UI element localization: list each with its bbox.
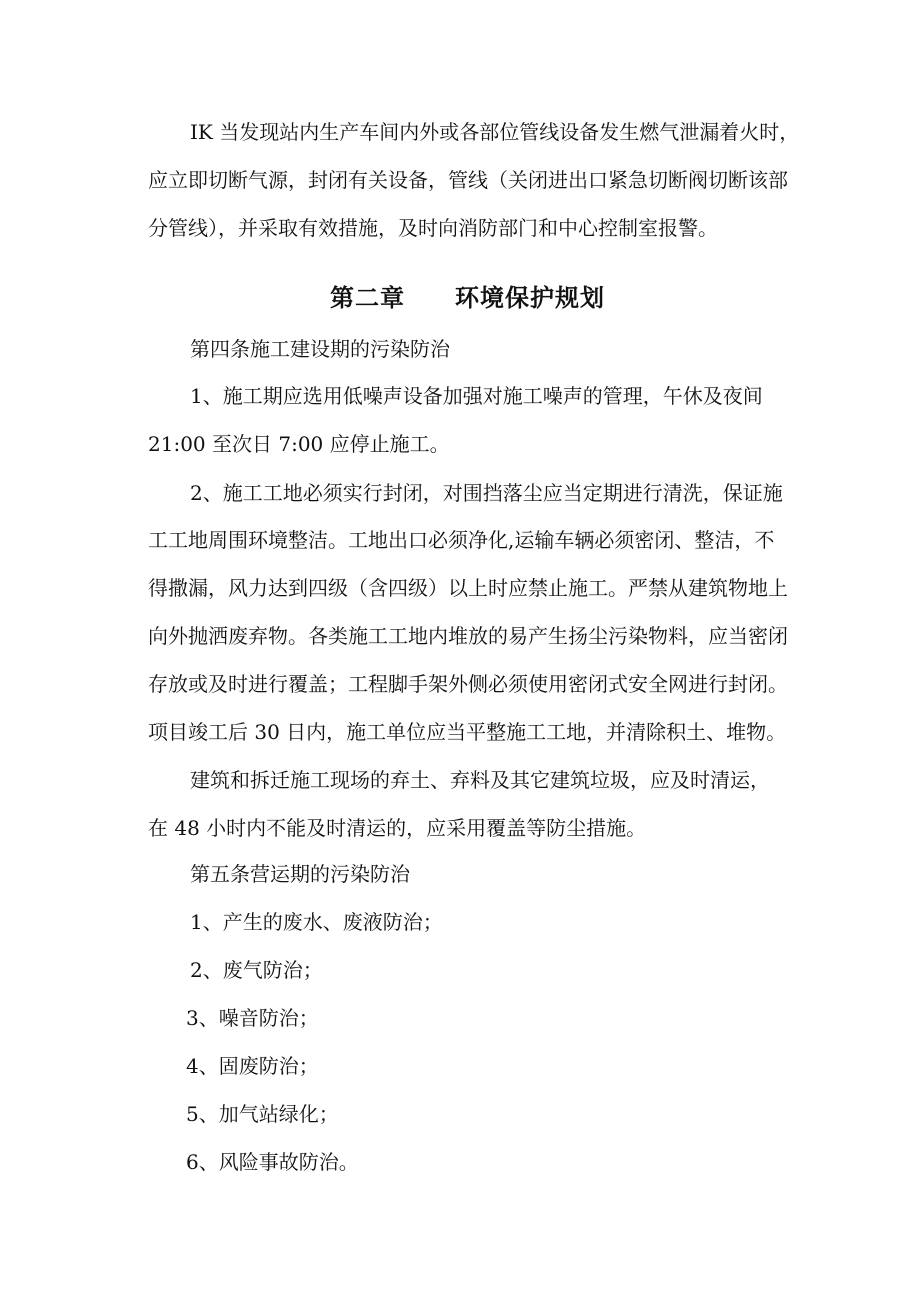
article-4-item-1-line-2: 21:00 至次日 7:00 应停止施工。 — [148, 432, 450, 456]
chapter-heading — [330, 282, 605, 314]
article-4-item-3-line-1: 建筑和拆迁施工现场的弃土、弃料及其它建筑垃圾，应及时清运， — [190, 768, 770, 792]
article-4-item-1-line-1: 1、施工期应选用低噪声设备加强对施工噪声的管理，午休及夜间 — [190, 384, 763, 408]
article-4-item-2-line-2: 工工地周围环境整洁。工地出口必须净化,运输车辆必须密闭、整洁，不 — [148, 528, 775, 552]
chapter-title: 环境保护规划 — [455, 283, 605, 312]
article-5-item-3: 3、噪音防治； — [186, 1006, 319, 1030]
chapter-number: 第二章 — [330, 283, 405, 312]
article-4-item-3-line-2: 在 48 小时内不能及时清运的，应采用覆盖等防尘措施。 — [148, 816, 647, 840]
article-5-item-1: 1、产生的废水、废液防治； — [190, 910, 443, 934]
article-4-item-2-line-1: 2、施工工地必须实行封闭，对围挡落尘应当定期进行清洗，保证施 — [190, 481, 783, 505]
article-5-item-2: 2、废气防治； — [190, 958, 323, 982]
article-4-item-2-line-4: 向外抛洒废弃物。各类施工工地内堆放的易产生扬尘污染物料，应当密闭 — [148, 624, 788, 648]
paragraph-11-line-1: IK 当发现站内生产车间内外或各部位管线设备发生燃气泄漏着火时， — [190, 120, 800, 144]
article-5-item-6: 6、风险事故防治。 — [186, 1150, 359, 1174]
article-4-title: 第四条施工建设期的污染防治 — [190, 337, 450, 361]
article-4-item-2-line-6: 项目竣工后 30 日内，施工单位应当平整施工工地，并清除积土、堆物。 — [148, 720, 787, 744]
article-5-title: 第五条营运期的污染防治 — [190, 862, 410, 886]
article-5-item-5: 5、加气站绿化； — [186, 1102, 339, 1126]
paragraph-11-line-2: 应立即切断气源，封闭有关设备，管线（关闭进出口紧急切断阀切断该部 — [148, 168, 788, 192]
article-4-item-2-line-5: 存放或及时进行覆盖；工程脚手架外侧必须使用密闭式安全网进行封闭。 — [148, 672, 788, 696]
article-4-item-2-line-3: 得撒漏，风力达到四级（含四级）以上时应禁止施工。严禁从建筑物地上 — [148, 576, 788, 600]
article-5-item-4: 4、固废防治； — [186, 1054, 319, 1078]
paragraph-11-line-3: 分管线），并采取有效措施，及时向消防部门和中心控制室报警。 — [148, 216, 718, 240]
